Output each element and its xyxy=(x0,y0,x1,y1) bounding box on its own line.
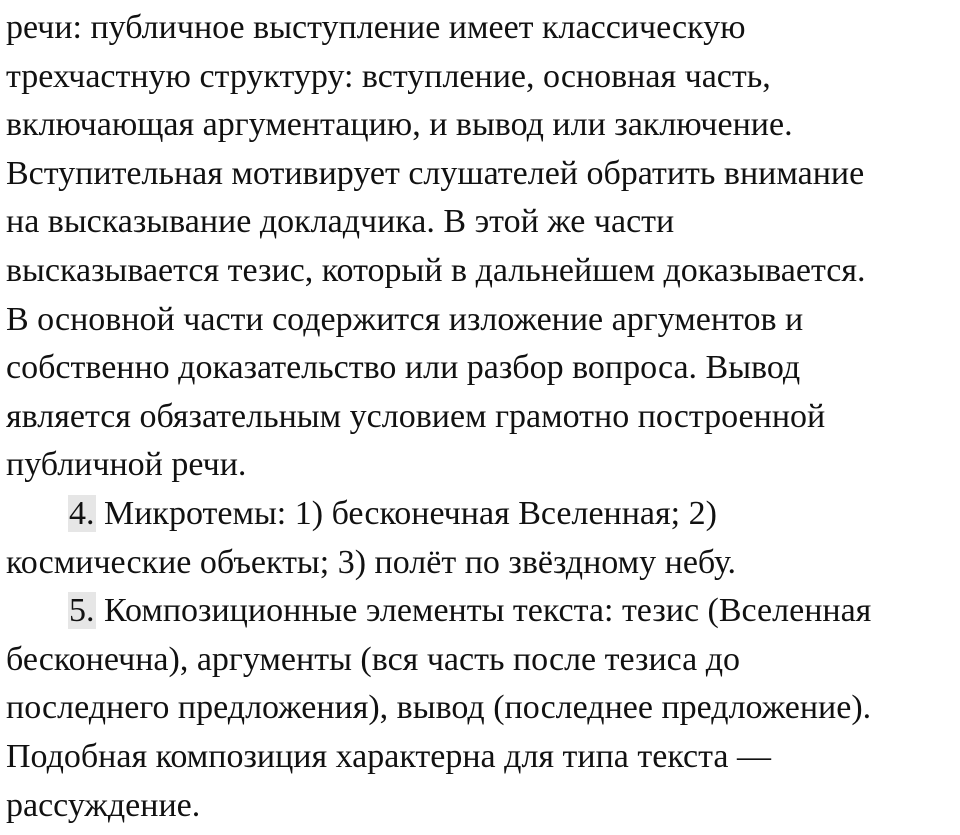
text-line: бесконечна), аргументы (вся часть после тезиса до xyxy=(6,640,741,678)
text-line: Подобная композиция характерна для типа текста — xyxy=(6,737,771,775)
item-5-heading-text: Композиционные элементы текста: тезис (Вселенная xyxy=(95,592,872,630)
answer-item-5 xyxy=(6,587,954,830)
text-line: собственно доказательство или разбор вопроса. Вывод xyxy=(6,349,801,387)
text-line: трехчастную структуру: вступление, основная часть, xyxy=(6,57,771,95)
text-line: на высказывание докладчика. В этой же части xyxy=(6,203,675,241)
text-line: речи: публичное выступление имеет классическую xyxy=(6,9,746,46)
answer-item-4 xyxy=(6,490,954,587)
item-number-badge: 4. xyxy=(69,494,95,532)
text-line: космические объекты; 3) полёт по звёздному небу. xyxy=(6,543,737,581)
item-number-badge: 5. xyxy=(69,592,95,630)
text-line: включающая аргументацию, и вывод или заключение. xyxy=(6,106,793,144)
item-5-first-line xyxy=(6,587,954,636)
text-line: рассуждение. xyxy=(6,786,201,824)
text-line: Вступительная мотивирует слушателей обратить внимание xyxy=(6,154,865,192)
item-4-first-line xyxy=(6,490,954,539)
text-line: высказывается тезис, который в дальнейшем доказывается. xyxy=(6,251,866,289)
text-line: последнего предложения), вывод (последнее предложение). xyxy=(6,689,872,727)
paragraph-composition-structure xyxy=(6,4,954,490)
text-line: публичной речи. xyxy=(6,446,247,484)
text-line: является обязательным условием грамотно построенной xyxy=(6,397,826,435)
item-4-heading-text: Микротемы: 1) бесконечная Вселенная; 2) xyxy=(95,494,717,532)
document-page xyxy=(0,4,960,835)
text-line: В основной части содержится изложение аргументов и xyxy=(6,300,804,338)
